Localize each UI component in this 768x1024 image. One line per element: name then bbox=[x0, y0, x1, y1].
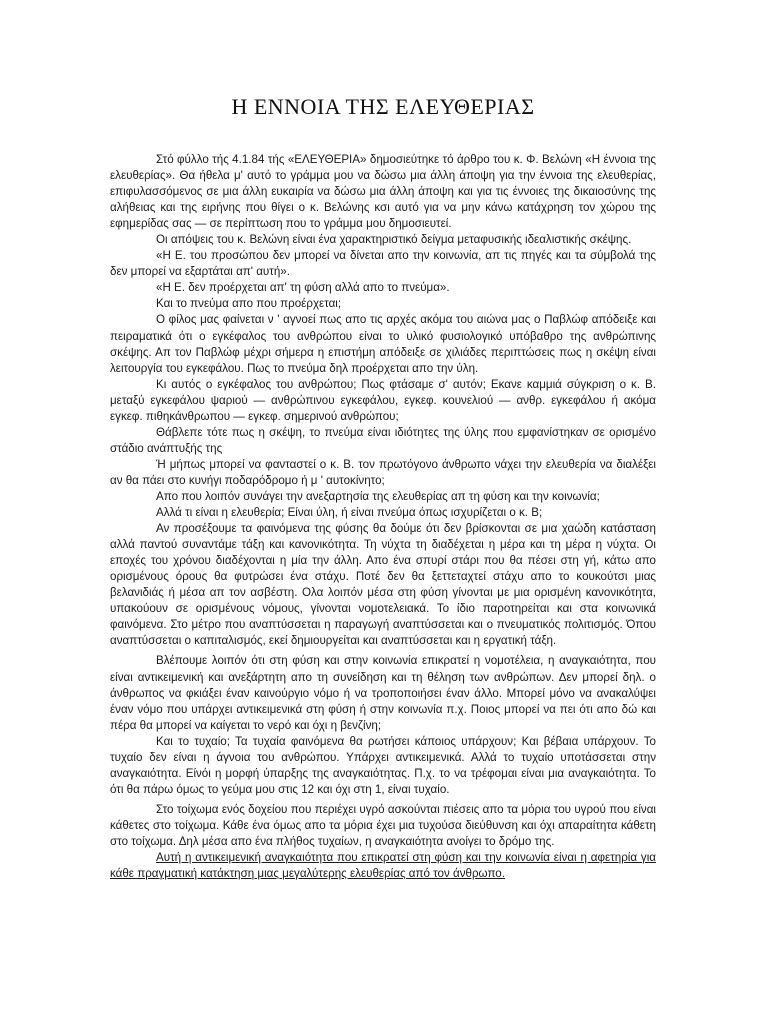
paragraph-nature-order: Αν προσέξουμε τα φαινόμενα της φύσης θα δούμε ότι δεν βρίσκονται σε μια χαώδη κατάσταση αλλά παντού συναντάμε τάξη και κανονικότητα. Τη νύχτα τη διαδέχεται η μέρα και τη μέρα η νύχτα. Οι εποχές του χρόνου διαδέχονται η μία την άλλη. Απο ένα σπυρί στάρι που θα πέσει στη γή, κάτω απο ορισμένους όρους θα φυτρώσει ένα στάχυ. Ποτέ δεν θα ξεττεταχτεί στάχυ απο το κουκούτσι μιας βελανιδιάς ή μέσα απ τον ασβέστη. Ολα λοιπόν μέσα στη φύση γίνονται με μια ορισμένη κανονικότητα, υπακούουν σε ορισμένους νόμους, γίνονται νομοτελειακά. Το ίδιο παροτηρείται και στα κοινωνικά φαινόμενα. Στο μέτρο που αναπτύσσεται η παραγωγή αναπτύσσεται και ο πνευματικός πολιτισμός. Όπου αναπτύσσεται ο καπιταλισμός, εκεί δημιουργείται και αναπτύσσεται και η εργατική τάξη. bbox=[110, 522, 656, 648]
paragraph-quote-spirit: «Η Ε. δεν προέρχεται απ' τη φύση αλλά απο το πνεύμα». bbox=[156, 281, 450, 295]
paragraph-necessity: Βλέπουμε λοιπόν ότι στη φύση και στην κοινωνία επικρατεί η νομοτέλεια, η αναγκαιότητα, που είναι αντικειμενική και ανεξάρτητη απο τη συνείδηση και τη θέληση των ανθρώπων. Δεν μπορεί δηλ. ο άνθρωπος να φκιάξει έναν καινούργιο νόμο ή να τροποποιήσει έναν άλλο. Μπορεί μόνο να ανακαλύψει έναν νόμο που υπάρχει αντικειμενικά στη φύση ή στην κοινωνία π.χ. Ποιος μπορεί να πει ότι απο δώ και πέρα θα μπορεί να καίγεται το νερό και όχι η βενζίνη; bbox=[110, 654, 656, 732]
paragraph-what-is-freedom: Αλλά τι είναι η ελευθερία; Είναι ύλη, ή είναι πνεύμα όπως ισχυρίζεται ο κ. Β; bbox=[156, 506, 543, 520]
paragraph-pavlov: Ο φίλος μας φαίνεται ν ' αγνοεί πως απο τις αρχές ακόμα του αιώνα μας ο Παβλώφ απόδειξε και πειραματικά ότι ο εγκέφαλος του ανθρώπου είναι το υλικό φυσιολογικό υπόβαθρο της ανθρώπινης σκέψης. Απ τον Παβλώφ μέχρι σήμερα η επιστήμη απόδειξε σε χιλιάδες περιπτώσεις πως η σκέψη είναι λειτουργία του εγκεφάλου. Πως το πνεύμα δηλ προέρχεται απο την ύλη. bbox=[110, 313, 656, 375]
document-title: Η ΕΝΝΟΙΑ ΤΗΣ ΕΛΕΥΘΕΡΙΑΣ bbox=[231, 94, 535, 119]
paragraph-intro: Στό φύλλο τής 4.1.84 τής «ΕΛΕΥΘΕΡΙΑ» δημοσιεύτηκε τό άρθρο του κ. Φ. Βελώνη «Η έννοια της ελευθερίας». Θα ήθελα μ' αυτό το γράμμα μου να δώσω μια άλλη άποψη για την έννοια της ελευθερίας, επιφυλασσόμενος σε μια άλλη ευκαιρία να δώσω μια άλλη άποψη και για τις έννοιες της δικαιοσύνης της αλήθειας και της ειρήνης που θίγει ο κ. Βελώνης κσι αυτό για να μην κάνω κατάχρηση τον χώρου της εφημερίδας σας — σε περίπτωση που το γράμμα μου δημοσιευτεί. bbox=[110, 153, 656, 231]
paragraph-conclusion: Αυτή η αντικειμενική αναγκαιότητα που επικρατεί στη φύση και την κοινωνία είναι η αφετηρία για κάθε πραγματική κατάκτηση μιας μεγαλύτερης ελευθερίας από τον άνθρωπο. bbox=[110, 851, 656, 881]
paragraph-matter-properties: Θάβλεπε τότε πως η σκέψη, το πνεύμα είναι ιδιότητες της ύλης που εμφανίστηκαν σε ορισμένο στάδιο ανάπτυξής της bbox=[110, 425, 656, 455]
document-page bbox=[110, 0, 656, 1024]
paragraph-views: Οι απόψεις του κ. Βελώνη είναι ένα χαρακτηριστικό δείγμα μεταφυσικής ιδεαλιστικής σκέψης. bbox=[156, 233, 632, 247]
paragraph-chance: Και το τυχαίο; Τα τυχαία φαινόμενα θα ρωτήσει κάποιος υπάρχουν; Και βέβαια υπάρχουν. Το τυχαίο δεν είναι η άγνοια του ανθρώπου. Υπάρχει αντικειμενικά. Αλλά το τυχαίο υποτάσσεται στην αναγκαιότητα. Είνόι η μορφή ύπαρξης της αναγκαιότητας. Π.χ. το να τρέφομαι είναι μια αναγκαιότητα. Το ότι θα πάρω όμως το γεύμα μου στις 12 και όχι στη 1, είναι τυχαίο. bbox=[110, 734, 656, 796]
document-body bbox=[110, 152, 656, 882]
paragraph-independence: Απο που λοιπόν συνάγει την ανεξαρτησία της ελευθερίας απ τη φύση και την κοινωνία; bbox=[156, 489, 600, 503]
paragraph-brain-comparison: Κι αυτός ο εγκέφαλος του ανθρώπου; Πως φτάσαμε σ' αυτόν; Εκανε καμμιά σύγκριση ο κ. Β. μεταξύ εγκεφάλου ψαριού — ανθρώπινου εγκεφάλου, εγκεφ. κουνελιού — ανθρ. εγκεφάλου ή ακόμα εγκεφ. πιθηκάνθρωπου — εγκεφ. σημερινού ανθρώπου; bbox=[110, 377, 656, 423]
paragraph-vessel-pressure: Στο τοίχωμα ενός δοχείου που περιέχει υγρό ασκούνται πιέσεις απο τα μόρια του υγρού που είναι κάθετες στο τοίχωμα. Κάθε ένα όμως απο τα μόρια έχει μια τυχούσα διεύθυνση και όχι απαραίτητα κάθετη στο τοίχωμα. Δηλ μέσα απο ένα πλήθος τυχαίων, η αναγκαιότητα ανοίγει το δρόμο της. bbox=[110, 802, 656, 848]
paragraph-question-spirit: Και το πνεύμα απο που προέρχεται; bbox=[156, 297, 342, 311]
paragraph-primitive-man: Ή μήπως μπορεί να φανταστεί ο κ. Β. τον πρωτόγονο άνθρωπο νάχει την ελευθερία να διαλέξει αν θα πάει στο κυνήγι ποδαρόδρομο ή μ ' αυτοκίνητο; bbox=[110, 457, 656, 487]
paragraph-quote-society: «Η Ε. του προσώπου δεν μπορεί να δίνεται απο την κοινωνία, απ τις πηγές και τα σύμβολά της δεν μπορεί να εξαρτάται απ' αυτή». bbox=[110, 249, 656, 279]
